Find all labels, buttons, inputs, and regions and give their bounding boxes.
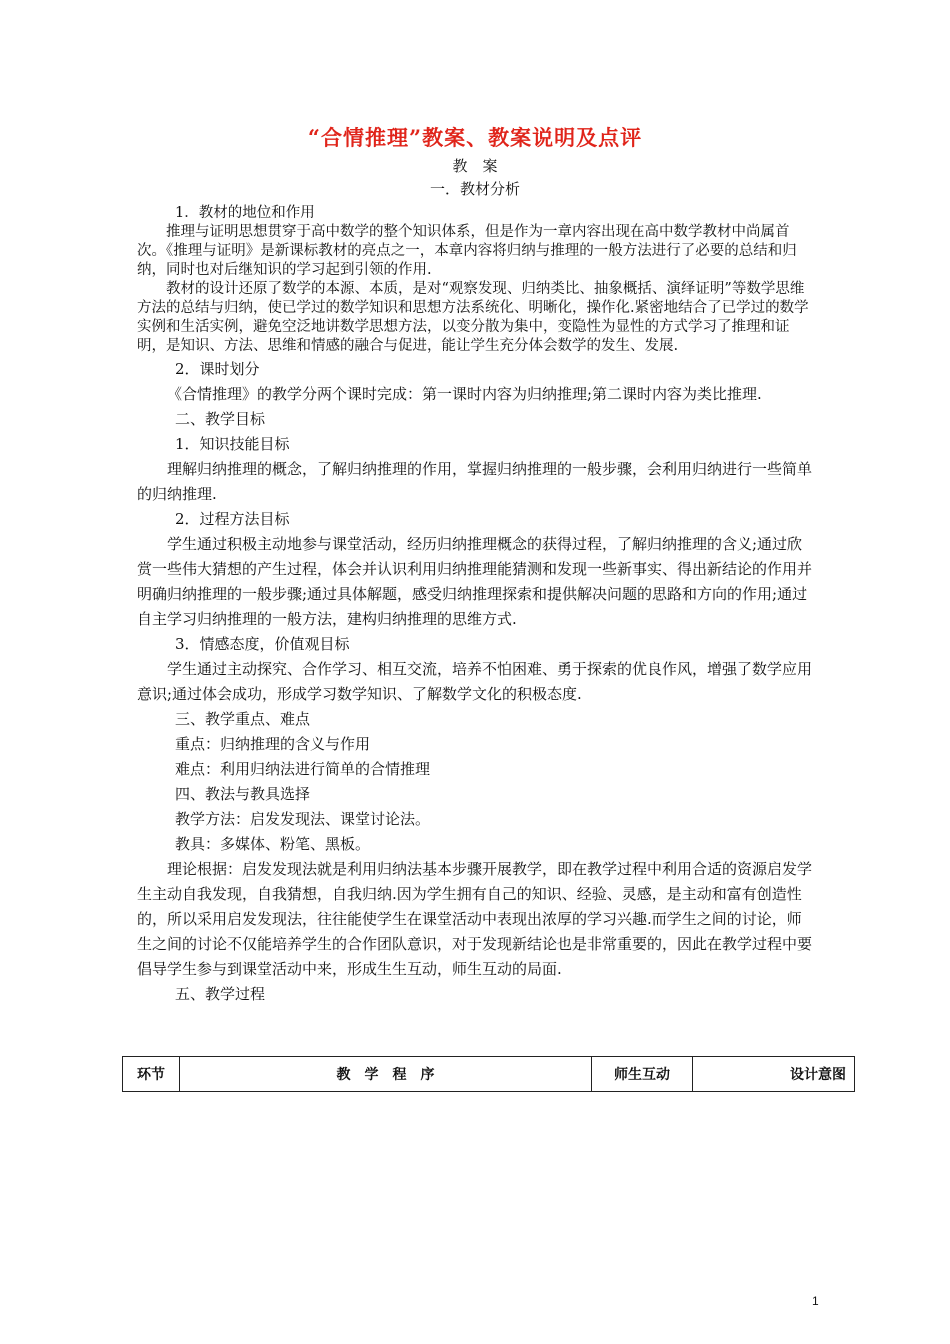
key-point: 重点：归纳推理的含义与作用	[175, 735, 371, 753]
paragraph: 教材的设计还原了数学的本源、本质，是对“观察发现、归纳类比、抽象概括、演绎证明”等数学思维方法的总结与归纳，使已学过的数学知识和思想方法系统化、明晰化，操作化.紧密地结合了已学过的数学实例和生活实例，避免空泛地讲数学思想方法，以变分散为集中，变隐性为显性的方式学习了推理和证明，是知识、方法、思维和情感的融合与促进，能让学生充分体会数学的发生、发展.	[137, 281, 809, 354]
document-title: “合情推理”教案、教案说明及点评	[307, 125, 643, 150]
section1-title: 一．教材分析	[429, 180, 520, 198]
subsection-heading: 2．过程方法目标	[175, 510, 290, 528]
page-number: 1	[812, 1294, 819, 1308]
section-heading: 三、教学重点、难点	[175, 710, 311, 728]
paragraph: 理论根据：启发发现法就是利用归纳法基本步骤开展教学，即在教学过程中利用合适的资源启发学生主动自我发现，自我猜想，自我归纳.因为学生拥有自己的知识、经验、灵感，是主动和富有创造性的，所以采用启发发现法，往往能使学生在课堂活动中表现出浓厚的学习兴趣.而学生之间的讨论，师生之间的讨论不仅能培养学生的合作团队意识，对于发现新结论也是非常重要的，因此在教学过程中要倡导学生参与到课堂活动中来，形成生生互动，师生互动的局面.	[137, 860, 813, 978]
table-header-cell: 教 学 程 序	[180, 1057, 592, 1092]
table-header-cell: 设计意图	[693, 1057, 855, 1092]
document-subtitle: 教 案	[452, 157, 498, 175]
section-heading: 二、教学目标	[175, 410, 266, 428]
section1-body	[137, 204, 815, 356]
paragraph: 《合情推理》的教学分两个课时完成：第一课时内容为归纳推理;第二课时内容为类比推理.	[167, 385, 762, 403]
table-header-cell: 环节	[123, 1057, 180, 1092]
section-heading: 五、教学过程	[175, 985, 266, 1003]
table-header-cell: 师生互动	[592, 1057, 693, 1092]
subsection-heading: 1．教材的地位和作用	[175, 205, 315, 221]
teaching-tools: 教具：多媒体、粉笔、黑板。	[175, 835, 371, 853]
difficult-point: 难点：利用归纳法进行简单的合情推理	[175, 760, 431, 778]
paragraph: 学生通过积极主动地参与课堂活动，经历归纳推理概念的获得过程，了解归纳推理的含义;通过欣赏一些伟大猜想的产生过程，体会并认识利用归纳推理能猜测和发现一些新事实、得出新结论的作用并明确归纳推理的一般步骤;通过具体解题，感受归纳推理探索和提供解决问题的思路和方向的作用;通过自主学习归纳推理的一般方法，建构归纳推理的思维方式.	[137, 535, 813, 628]
paragraph: 推理与证明思想贯穿于高中数学的整个知识体系，但是作为一章内容出现在高中数学教材中尚属首次。《推理与证明》是新课标教材的亮点之一，本章内容将归纳与推理的一般方法进行了必要的总结和归纳，同时也对后继知识的学习起到引领的作用.	[137, 224, 797, 278]
subsection-heading: 1．知识技能目标	[175, 435, 290, 453]
teaching-process-table	[122, 1056, 855, 1092]
subsection-heading: 2．课时划分	[175, 360, 260, 378]
main-body	[137, 357, 815, 1007]
subsection-heading: 3．情感态度，价值观目标	[175, 635, 350, 653]
paragraph: 学生通过主动探究、合作学习、相互交流，培养不怕困难、勇于探索的优良作风，增强了数学应用意识;通过体会成功，形成学习数学知识、了解数学文化的积极态度.	[137, 660, 813, 703]
table-header-row	[123, 1057, 855, 1092]
section-heading: 四、教法与教具选择	[175, 785, 311, 803]
paragraph: 理解归纳推理的概念，了解归纳推理的作用，掌握归纳推理的一般步骤，会利用归纳进行一些简单的归纳推理.	[137, 460, 813, 503]
teaching-method: 教学方法：启发发现法、课堂讨论法。	[175, 810, 431, 828]
